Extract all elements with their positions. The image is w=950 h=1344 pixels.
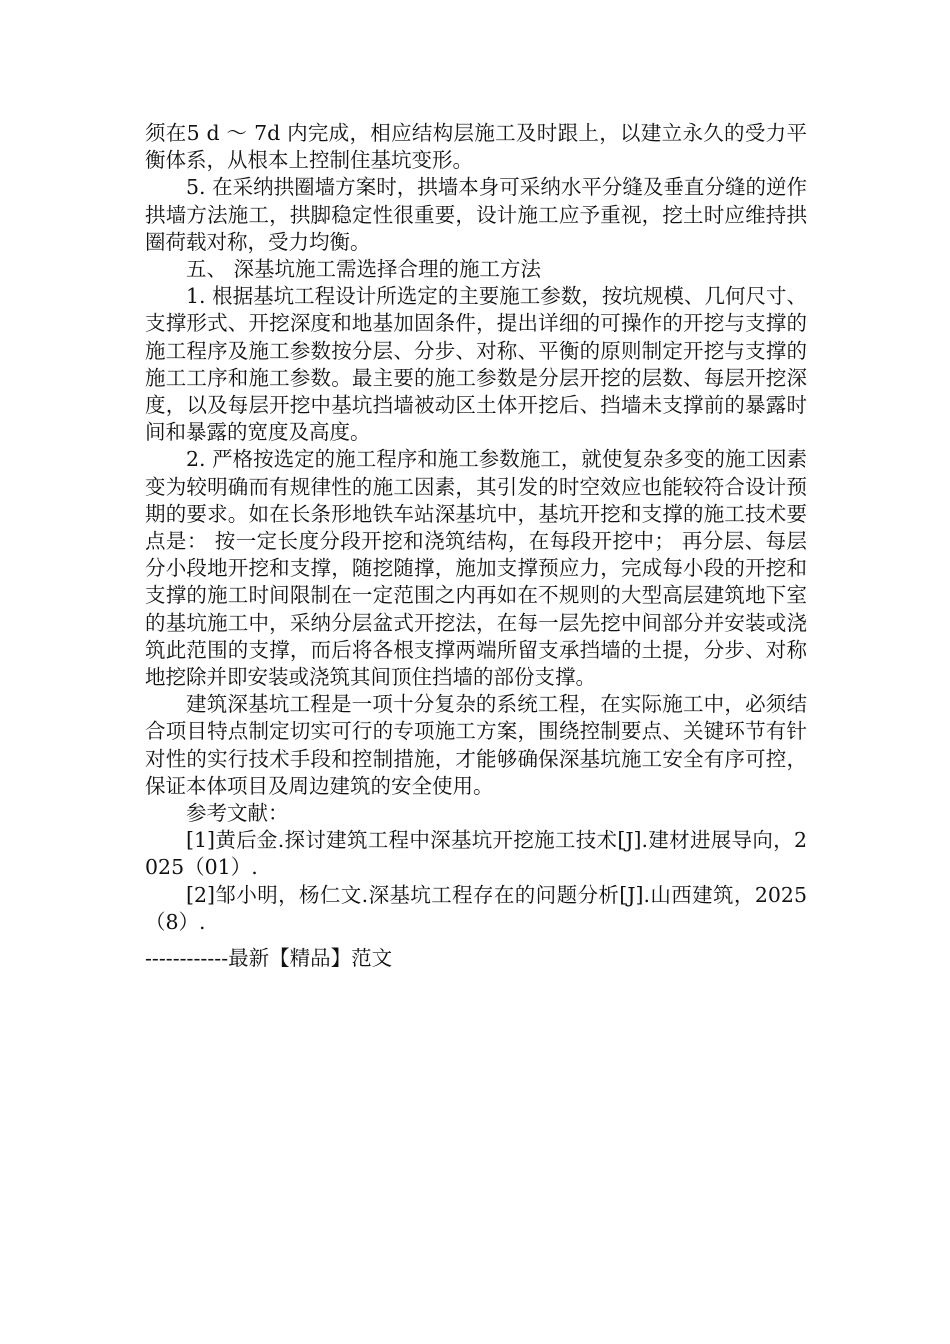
paragraph-item-1: 1. 根据基坑工程设计所选定的主要施工参数，按坑规模、几何尺寸、支撑形式、开挖深度和地基加固条件，提出详细的可操作的开挖与支撑的施工程序及施工参数按分层、分步、对称、平衡的原则制定开挖与支撑的施工工序和施工参数。最主要的施工参数是分层开挖的层数、每层开挖深度，以及每层开挖中基坑挡墙被动区土体开挖后、挡墙未支撑前的暴露时间和暴露的宽度及高度。 (145, 284, 807, 445)
document-body (145, 120, 807, 936)
paragraph-item-5: 5. 在采纳拱圈墙方案时，拱墙本身可采纳水平分缝及垂直分缝的逆作拱墙方法施工，拱脚稳定性很重要，设计施工应予重视，挖土时应维持拱圈荷载对称，受力均衡。 (145, 175, 807, 254)
paragraph-conclusion: 建筑深基坑工程是一项十分复杂的系统工程，在实际施工中，必须结合项目特点制定切实可行的专项施工方案，围绕控制要点、关键环节有针对性的实行技术手段和控制措施，才能够确保深基坑施工安全有序可控，保证本体项目及周边建筑的安全使用。 (145, 692, 807, 798)
reference-item-2: [2]邹小明，杨仁文.深基坑工程存在的问题分析[J].山西建筑，2025（8）. (145, 882, 807, 934)
paragraph-continuation: 须在5 d ～ 7d 内完成，相应结构层施工及时跟上，以建立永久的受力平衡体系，从根本上控制住基坑变形。 (145, 121, 807, 173)
references-heading: 参考文献： (186, 801, 289, 826)
reference-item-1: [1]黄后金.探讨建筑工程中深基坑开挖施工技术[J].建材进展导向，2025（01）. (145, 828, 807, 880)
section-heading-5: 五、 深基坑施工需选择合理的施工方法 (186, 257, 542, 282)
footer-tagline: ------------最新【精品】范文 (145, 946, 393, 970)
paragraph-item-2: 2. 严格按选定的施工程序和施工参数施工，就使复杂多变的施工因素变为较明确而有规律性的施工因素，其引发的时空效应也能较符合设计预期的要求。如在长条形地铁车站深基坑中，基坑开挖和支撑的施工技术要点是： 按一定长度分段开挖和浇筑结构，在每段开挖中； 再分层、每层分小段地开挖和支撑，随挖随撑，施加支撑预应力，完成每小段的开挖和支撑的施工时间限制在一定范围之内再如在不规则的大型高层建筑地下室的基坑施工中，采纳分层盆式开挖法，在每一层先挖中间部分并安装或浇筑此范围的支撑，而后将各根支撑两端所留支承挡墙的土提，分步、对称地挖除并即安装或浇筑其间顶住挡墙的部份支撑。 (145, 447, 807, 690)
